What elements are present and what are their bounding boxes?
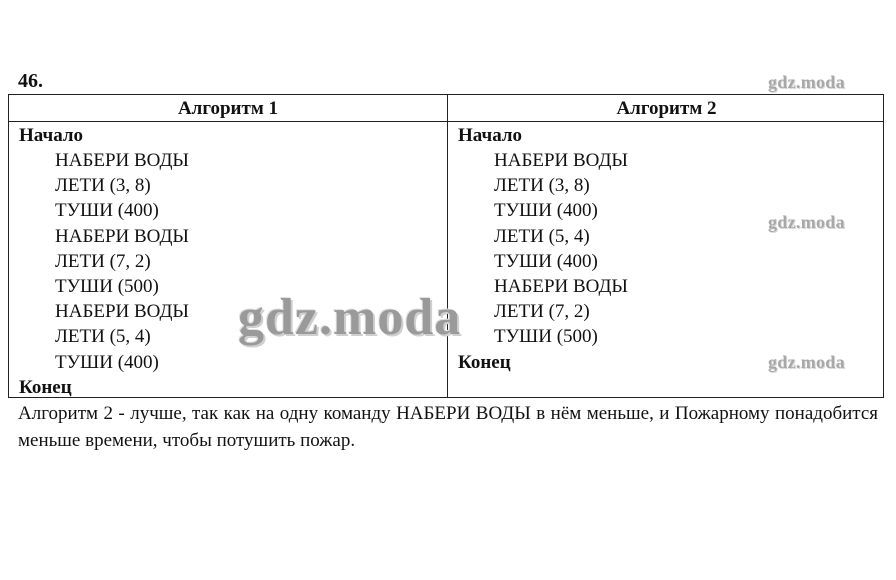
algorithm-2-end: Конец bbox=[458, 351, 511, 373]
watermark-large: gdz.moda bbox=[238, 289, 462, 346]
algorithm-1-body bbox=[19, 123, 189, 400]
algorithm-1-step: НАБЕРИ ВОДЫ bbox=[55, 225, 189, 247]
algorithm-1-begin: Начало bbox=[19, 125, 84, 146]
column-header-algorithm-2: Алгоритм 2 bbox=[616, 98, 717, 119]
algorithm-2-step: ЛЕТИ (3, 8) bbox=[494, 175, 590, 197]
algorithm-2-step: ЛЕТИ (5, 4) bbox=[494, 225, 590, 247]
conclusion-text: Алгоритм 2 - лучше, так как на одну команду НАБЕРИ ВОДЫ в нём меньше, и Пожарному понадобится меньше времени, чтобы потушить пожар. bbox=[18, 403, 878, 451]
algorithm-1-step: НАБЕРИ ВОДЫ bbox=[55, 150, 189, 171]
table-divider-horizontal bbox=[9, 121, 883, 122]
algorithm-1-step: ТУШИ (400) bbox=[55, 200, 159, 222]
algorithm-1-end: Конец bbox=[19, 376, 72, 398]
algorithm-1-step: ТУШИ (500) bbox=[55, 275, 159, 297]
algorithm-2-step: ЛЕТИ (7, 2) bbox=[494, 301, 590, 323]
algorithm-2-body bbox=[458, 123, 628, 375]
algorithm-2-begin: Начало bbox=[458, 125, 523, 146]
algorithm-2-step: ТУШИ (500) bbox=[494, 326, 598, 348]
watermark-top: gdz.moda bbox=[768, 72, 845, 92]
algorithm-2-step: НАБЕРИ ВОДЫ bbox=[494, 150, 628, 171]
algorithm-1-step: ТУШИ (400) bbox=[55, 351, 159, 373]
algorithm-2-step: НАБЕРИ ВОДЫ bbox=[494, 275, 628, 297]
algorithm-1-step: ЛЕТИ (7, 2) bbox=[55, 250, 151, 272]
task-number: 46. bbox=[18, 70, 43, 92]
algorithm-1-step: ЛЕТИ (3, 8) bbox=[55, 175, 151, 197]
watermark-bottom: gdz.moda bbox=[768, 352, 845, 372]
algorithm-1-step: НАБЕРИ ВОДЫ bbox=[55, 301, 189, 323]
algorithms-table bbox=[8, 94, 884, 398]
watermark-middle: gdz.moda bbox=[768, 212, 845, 232]
column-header-algorithm-1: Алгоритм 1 bbox=[177, 98, 279, 119]
algorithm-2-step: ТУШИ (400) bbox=[494, 200, 598, 222]
algorithm-1-step: ЛЕТИ (5, 4) bbox=[55, 326, 151, 348]
algorithm-2-step: ТУШИ (400) bbox=[494, 250, 598, 272]
table-divider-vertical bbox=[447, 95, 448, 397]
